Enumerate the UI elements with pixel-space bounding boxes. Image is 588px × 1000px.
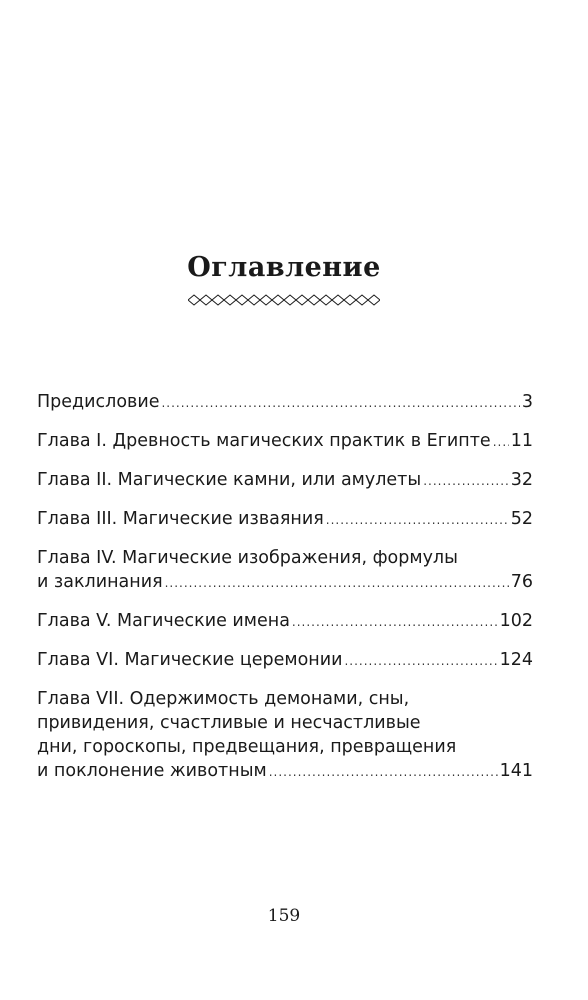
toc-entry-title-line: Глава IV. Магические изображения, формулы [37,548,458,568]
toc-entry-page: 52 [510,509,533,529]
ornament-diamond [248,295,260,305]
toc-entry-page: 76 [510,572,533,592]
ornament-diamond [188,295,200,305]
toc-entry-chapter-2[interactable] [37,468,533,493]
ornament-diamond [320,295,332,305]
toc-entry-chapter-3[interactable] [37,507,533,532]
toc-entry-title: Глава I. Древность магических практик в Египте [37,431,491,451]
toc-entry-page: 32 [510,470,533,490]
leader-dots [269,760,498,784]
toc-entry-chapter-7[interactable] [37,687,533,784]
ornament-diamond [260,295,272,305]
toc-entry-title: Глава III. Магические изваяния [37,509,324,529]
ornament-diamond [200,295,212,305]
toc-entry-page: 3 [521,392,533,412]
toc-entry-chapter-5[interactable] [37,609,533,634]
ornament-diamond [296,295,308,305]
table-of-contents [37,390,533,798]
toc-entry-page: 124 [499,650,533,670]
toc-entry-title-line: Глава VII. Одержимость демонами, сны, [37,689,410,709]
ornament-diamond [272,295,284,305]
leader-dots [344,649,497,673]
ornament-diamond [332,295,344,305]
toc-entry-chapter-1[interactable] [37,429,533,454]
leader-dots [326,508,509,532]
toc-entry-title: Глава VI. Магические церемонии [37,650,343,670]
toc-entry-page: 11 [510,431,533,451]
toc-entry-title-line: привидения, счастливые и несчастливые [37,713,421,733]
leader-dots [423,469,509,493]
ornament-diamond [356,295,368,305]
toc-entry-chapter-6[interactable] [37,648,533,673]
toc-entry-chapter-4[interactable] [37,546,533,595]
ornament-diamond [368,295,380,305]
toc-entry-page: 141 [499,761,533,781]
leader-dots [292,610,498,634]
ornament-diamond [344,295,356,305]
page-number: 159 [267,906,301,926]
toc-entry-title: и поклонение животным [37,761,267,781]
ornament-diamond [308,295,320,305]
toc-entry-title: Глава V. Магические имена [37,611,290,631]
ornament-diamond [224,295,236,305]
diamond-chain-ornament-icon [188,293,380,307]
toc-entry-title: Предисловие [37,392,160,412]
leader-dots [161,391,519,415]
ornament-diamond [236,295,248,305]
leader-dots [493,430,509,454]
toc-entry-title: и заклинания [37,572,163,592]
toc-entry-preface[interactable] [37,390,533,415]
page-title: Оглавление [187,252,381,283]
ornament-diamond [284,295,296,305]
leader-dots [165,571,509,595]
toc-entry-title: Глава II. Магические камни, или амулеты [37,470,422,490]
toc-entry-page: 102 [499,611,533,631]
toc-entry-title-line: дни, гороскопы, предвещания, превращения [37,737,457,757]
ornament-diamond [212,295,224,305]
